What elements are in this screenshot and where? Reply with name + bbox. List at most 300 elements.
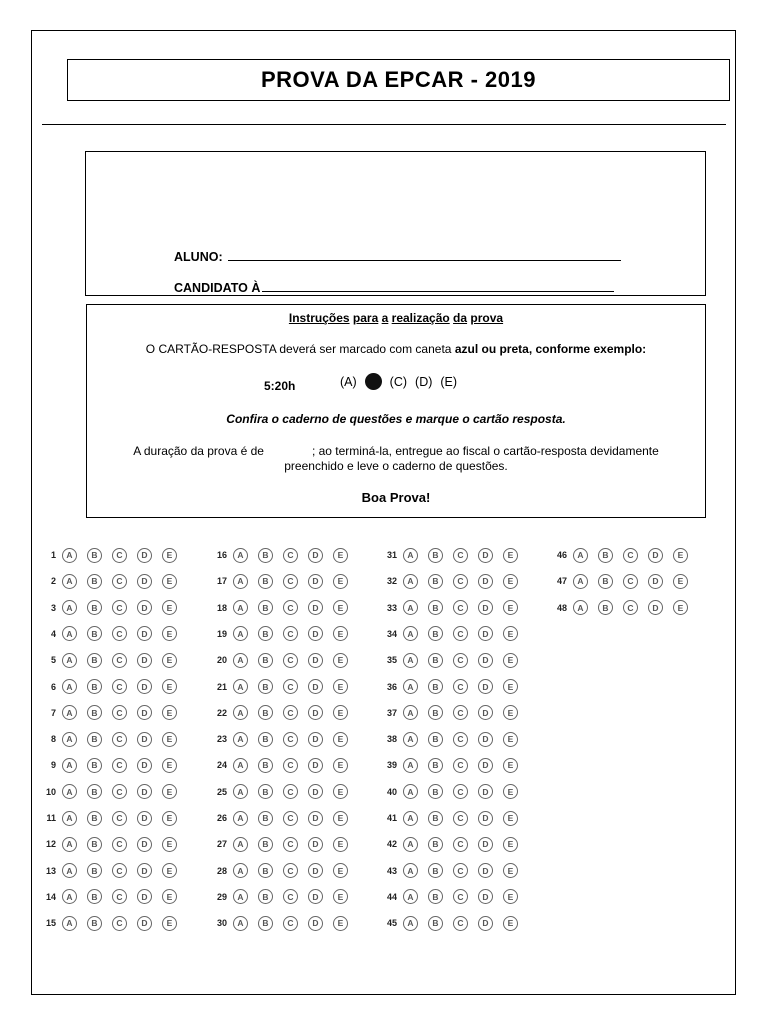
answer-bubble-b[interactable]: B [258, 837, 273, 852]
answer-bubble-b[interactable]: B [428, 548, 443, 563]
answer-bubble-c[interactable]: C [283, 626, 298, 641]
answer-bubble-c[interactable]: C [453, 784, 468, 799]
answer-bubble-e[interactable]: E [333, 784, 348, 799]
answer-bubble-e[interactable]: E [503, 574, 518, 589]
answer-bubble-a[interactable]: A [62, 548, 77, 563]
answer-bubble-b[interactable]: B [258, 653, 273, 668]
question-number: 46 [556, 550, 567, 560]
answer-bubble-c[interactable]: C [112, 626, 127, 641]
answer-bubble-d[interactable]: D [137, 863, 152, 878]
answer-bubble-b[interactable]: B [428, 705, 443, 720]
answer-bubble-d[interactable]: D [137, 626, 152, 641]
answer-bubble-a[interactable]: A [233, 758, 248, 773]
answer-bubble-a[interactable]: A [573, 600, 588, 615]
answer-bubble-c[interactable]: C [112, 758, 127, 773]
answer-bubble-d[interactable]: D [308, 811, 323, 826]
answer-bubble-a[interactable]: A [62, 863, 77, 878]
answer-bubble-e[interactable]: E [162, 837, 177, 852]
divider [42, 124, 726, 125]
answer-bubble-e[interactable]: E [333, 653, 348, 668]
answer-bubble-b[interactable]: B [87, 626, 102, 641]
answer-bubble-d[interactable]: D [137, 784, 152, 799]
answer-bubble-b[interactable]: B [258, 626, 273, 641]
answer-bubble-a[interactable]: A [403, 863, 418, 878]
answer-bubble-e[interactable]: E [673, 548, 688, 563]
answer-bubble-d[interactable]: D [308, 758, 323, 773]
answer-bubble-d[interactable]: D [478, 626, 493, 641]
candidato-field[interactable] [262, 279, 614, 292]
answer-bubble-d[interactable]: D [137, 758, 152, 773]
question-number: 21 [216, 681, 227, 692]
answer-bubble-a[interactable]: A [62, 916, 77, 931]
answer-bubble-d[interactable]: D [478, 653, 493, 668]
answer-bubble-d[interactable]: D [648, 600, 663, 615]
answer-bubble-e[interactable]: E [333, 837, 348, 852]
answer-bubble-a[interactable]: A [403, 600, 418, 615]
question-number: 5 [50, 655, 56, 666]
candidato-label: CANDIDATO À [174, 281, 261, 295]
answer-bubble-e[interactable]: E [333, 889, 348, 904]
answer-bubble-e[interactable]: E [333, 600, 348, 615]
answer-bubble-c[interactable]: C [112, 548, 127, 563]
question-number: 45 [386, 918, 397, 929]
answer-bubble-c[interactable]: C [283, 758, 298, 773]
question-row [36, 571, 187, 591]
answer-bubble-c[interactable]: C [112, 600, 127, 615]
question-row [207, 571, 358, 591]
answer-bubble-d[interactable]: D [478, 705, 493, 720]
question-number: 41 [386, 813, 397, 823]
candidato-line [174, 279, 614, 295]
answer-bubble-c[interactable]: C [453, 758, 468, 773]
answer-bubble-d[interactable]: D [137, 705, 152, 720]
answer-bubble-b[interactable]: B [258, 732, 273, 747]
question-row [207, 677, 358, 697]
answer-bubble-a[interactable]: A [233, 548, 248, 563]
answer-bubble-c[interactable]: C [623, 600, 638, 615]
answer-bubble-d[interactable]: D [137, 548, 152, 563]
answer-bubble-d[interactable]: D [308, 679, 323, 694]
question-number: 14 [45, 891, 56, 902]
answer-bubble-b[interactable]: B [87, 916, 102, 931]
answer-bubble-b[interactable]: B [258, 548, 273, 563]
answer-bubble-e[interactable]: E [162, 784, 177, 799]
answer-bubble-e[interactable]: E [503, 784, 518, 799]
answer-bubble-e[interactable]: E [333, 811, 348, 826]
question-row [547, 571, 698, 591]
answer-bubble-b[interactable]: B [258, 758, 273, 773]
answer-bubble-d[interactable]: D [648, 548, 663, 563]
answer-bubble-d[interactable]: D [308, 784, 323, 799]
answer-bubble-d[interactable]: D [308, 574, 323, 589]
answer-bubble-a[interactable]: A [573, 574, 588, 589]
answer-bubble-e[interactable]: E [503, 916, 518, 931]
answer-bubble-d[interactable]: D [137, 916, 152, 931]
answer-bubble-d[interactable]: D [478, 837, 493, 852]
marking-instruction: O CARTÃO-RESPOSTA deverá ser marcado com caneta azul ou preta, conforme exemplo: [145, 342, 647, 356]
answer-bubble-e[interactable]: E [503, 889, 518, 904]
answer-bubble-d[interactable]: D [137, 600, 152, 615]
answer-bubble-a[interactable]: A [403, 574, 418, 589]
answer-bubble-c[interactable]: C [453, 574, 468, 589]
question-number: 48 [556, 602, 567, 613]
answer-bubble-a[interactable]: A [403, 626, 418, 641]
answer-bubble-a[interactable]: A [62, 811, 77, 826]
answer-bubble-e[interactable]: E [162, 889, 177, 904]
question-number: 34 [386, 628, 397, 639]
answer-bubble-e[interactable]: E [503, 837, 518, 852]
answer-bubble-b[interactable]: B [87, 758, 102, 773]
question-number: 1 [50, 550, 56, 560]
answer-bubble-b[interactable]: B [87, 548, 102, 563]
answer-bubble-b[interactable]: B [87, 889, 102, 904]
answer-bubble-e[interactable]: E [503, 626, 518, 641]
exam-duration: 5:20h [264, 379, 296, 393]
answer-bubble-e[interactable]: E [333, 705, 348, 720]
question-row [207, 887, 358, 907]
answer-bubble-c[interactable]: C [283, 705, 298, 720]
answer-bubble-c[interactable]: C [283, 811, 298, 826]
answer-bubble-a[interactable]: A [233, 811, 248, 826]
aluno-label: ALUNO: [174, 250, 223, 264]
answer-bubble-e[interactable]: E [162, 811, 177, 826]
answer-bubble-d[interactable]: D [308, 600, 323, 615]
answer-bubble-d[interactable]: D [478, 863, 493, 878]
answer-bubble-e[interactable]: E [333, 548, 348, 563]
answer-bubble-c[interactable]: C [112, 784, 127, 799]
question-row [377, 624, 528, 644]
answer-bubble-a[interactable]: A [233, 732, 248, 747]
answer-bubble-a[interactable]: A [233, 600, 248, 615]
answer-bubble-a[interactable]: A [62, 732, 77, 747]
answer-bubble-d[interactable]: D [137, 811, 152, 826]
answer-bubble-e[interactable]: E [162, 653, 177, 668]
answer-bubble-c[interactable]: C [283, 732, 298, 747]
aluno-field[interactable] [228, 248, 621, 261]
answer-bubble-b[interactable]: B [428, 626, 443, 641]
answer-bubble-a[interactable]: A [233, 916, 248, 931]
answer-bubble-c[interactable]: C [112, 732, 127, 747]
answer-bubble-a[interactable]: A [403, 916, 418, 931]
answer-bubble-b[interactable]: B [428, 600, 443, 615]
answer-bubble-c[interactable]: C [453, 626, 468, 641]
answer-bubble-a[interactable]: A [62, 705, 77, 720]
question-row [36, 545, 187, 565]
answer-bubble-d[interactable]: D [137, 837, 152, 852]
answer-bubble-a[interactable]: A [62, 784, 77, 799]
answer-bubble-b[interactable]: B [258, 600, 273, 615]
answer-bubble-e[interactable]: E [162, 574, 177, 589]
answer-bubble-a[interactable]: A [403, 679, 418, 694]
answer-bubble-a[interactable]: A [403, 811, 418, 826]
answer-bubble-c[interactable]: C [453, 705, 468, 720]
answer-bubble-a[interactable]: A [62, 600, 77, 615]
answer-bubble-e[interactable]: E [162, 732, 177, 747]
answer-bubble-e[interactable]: E [333, 916, 348, 931]
answer-bubble-a[interactable]: A [62, 758, 77, 773]
answer-bubble-c[interactable]: C [112, 889, 127, 904]
answer-bubble-e[interactable]: E [162, 705, 177, 720]
answer-bubble-d[interactable]: D [308, 705, 323, 720]
answer-bubble-c[interactable]: C [283, 889, 298, 904]
question-row [207, 545, 358, 565]
answer-bubble-b[interactable]: B [258, 863, 273, 878]
answer-bubble-d[interactable]: D [308, 626, 323, 641]
question-row [207, 729, 358, 749]
answer-bubble-d[interactable]: D [478, 732, 493, 747]
answer-bubble-d[interactable]: D [137, 574, 152, 589]
duration-instruction: A duração da prova é de ; ao terminá-la, entregue ao fiscal o cartão-resposta devidamente preenchido e leve o caderno de questões. [133, 444, 659, 473]
question-number: 25 [216, 786, 227, 797]
question-number: 19 [216, 628, 227, 639]
question-number: 43 [386, 865, 397, 876]
answer-bubble-a[interactable]: A [403, 837, 418, 852]
question-number: 32 [386, 576, 397, 587]
answer-bubble-a[interactable]: A [573, 548, 588, 563]
answer-bubble-d[interactable]: D [478, 574, 493, 589]
question-number: 16 [216, 550, 227, 560]
answer-bubble-b[interactable]: B [428, 811, 443, 826]
answer-bubble-a[interactable]: A [233, 889, 248, 904]
answer-bubble-c[interactable]: C [453, 653, 468, 668]
answer-bubble-b[interactable]: B [428, 889, 443, 904]
answer-bubble-d[interactable]: D [478, 548, 493, 563]
answer-bubble-b[interactable]: B [87, 705, 102, 720]
answer-bubble-c[interactable]: C [112, 574, 127, 589]
answer-bubble-c[interactable]: C [453, 863, 468, 878]
answer-bubble-a[interactable]: A [62, 626, 77, 641]
answer-bubble-c[interactable]: C [112, 863, 127, 878]
answer-bubble-a[interactable]: A [62, 889, 77, 904]
answer-bubble-b[interactable]: B [87, 784, 102, 799]
question-row [36, 861, 187, 881]
answer-bubble-c[interactable]: C [112, 679, 127, 694]
answer-bubble-e[interactable]: E [503, 811, 518, 826]
answer-bubble-a[interactable]: A [233, 705, 248, 720]
question-number: 44 [386, 891, 397, 902]
answer-bubble-c[interactable]: C [283, 679, 298, 694]
question-row [36, 729, 187, 749]
question-number: 22 [216, 707, 227, 718]
question-row [377, 677, 528, 697]
question-number: 17 [216, 576, 227, 587]
question-number: 38 [386, 734, 397, 745]
answer-bubble-e[interactable]: E [162, 863, 177, 878]
answer-bubble-e[interactable]: E [333, 758, 348, 773]
example-option-a: (A) [340, 374, 357, 389]
answer-bubble-e[interactable]: E [673, 600, 688, 615]
answer-bubble-a[interactable]: A [62, 679, 77, 694]
answer-bubble-a[interactable]: A [233, 863, 248, 878]
answer-bubble-a[interactable]: A [403, 758, 418, 773]
answer-bubble-b[interactable]: B [87, 600, 102, 615]
answer-bubble-a[interactable]: A [233, 679, 248, 694]
answer-bubble-c[interactable]: C [453, 811, 468, 826]
answer-bubble-a[interactable]: A [403, 732, 418, 747]
answer-bubble-d[interactable]: D [137, 653, 152, 668]
answer-bubble-e[interactable]: E [162, 916, 177, 931]
answer-bubble-d[interactable]: D [308, 732, 323, 747]
answer-bubble-b[interactable]: B [428, 758, 443, 773]
answer-bubble-b[interactable]: B [258, 784, 273, 799]
question-number: 4 [50, 628, 56, 639]
question-row [377, 729, 528, 749]
answer-bubble-c[interactable]: C [453, 732, 468, 747]
answer-bubble-c[interactable]: C [112, 705, 127, 720]
answer-bubble-b[interactable]: B [428, 653, 443, 668]
answer-bubble-e[interactable]: E [162, 600, 177, 615]
answer-bubble-b[interactable]: B [87, 811, 102, 826]
answer-bubble-a[interactable]: A [403, 653, 418, 668]
answer-bubble-e[interactable]: E [503, 732, 518, 747]
answer-bubble-c[interactable]: C [283, 653, 298, 668]
answer-bubble-c[interactable]: C [112, 837, 127, 852]
answer-bubble-e[interactable]: E [503, 653, 518, 668]
answer-bubble-b[interactable]: B [428, 732, 443, 747]
answer-bubble-e[interactable]: E [333, 574, 348, 589]
answer-bubble-c[interactable]: C [283, 548, 298, 563]
answer-bubble-c[interactable]: C [453, 548, 468, 563]
question-row [207, 782, 358, 802]
answer-bubble-b[interactable]: B [598, 548, 613, 563]
answer-bubble-e[interactable]: E [503, 705, 518, 720]
answer-bubble-b[interactable]: B [258, 916, 273, 931]
answer-bubble-b[interactable]: B [258, 811, 273, 826]
answer-bubble-a[interactable]: A [403, 548, 418, 563]
identification-box [85, 151, 706, 296]
answer-bubble-c[interactable]: C [283, 916, 298, 931]
answer-bubble-d[interactable]: D [478, 679, 493, 694]
answer-bubble-b[interactable]: B [598, 600, 613, 615]
answer-bubble-d[interactable]: D [308, 653, 323, 668]
answer-bubble-c[interactable]: C [453, 679, 468, 694]
answer-bubble-d[interactable]: D [478, 889, 493, 904]
answer-bubble-a[interactable]: A [233, 626, 248, 641]
answer-bubble-e[interactable]: E [673, 574, 688, 589]
answer-bubble-e[interactable]: E [333, 863, 348, 878]
answer-bubble-a[interactable]: A [62, 653, 77, 668]
answer-bubble-d[interactable]: D [478, 758, 493, 773]
answer-bubble-c[interactable]: C [453, 837, 468, 852]
answer-bubble-c[interactable]: C [623, 548, 638, 563]
answer-bubble-b[interactable]: B [258, 705, 273, 720]
answer-bubble-a[interactable]: A [403, 889, 418, 904]
answer-bubble-d[interactable]: D [648, 574, 663, 589]
answer-bubble-a[interactable]: A [403, 705, 418, 720]
answer-bubble-e[interactable]: E [162, 758, 177, 773]
answer-bubble-a[interactable]: A [403, 784, 418, 799]
answer-bubble-b[interactable]: B [87, 653, 102, 668]
answer-bubble-d[interactable]: D [137, 889, 152, 904]
answer-bubble-a[interactable]: A [233, 837, 248, 852]
answer-bubble-b[interactable]: B [258, 574, 273, 589]
answer-bubble-c[interactable]: C [112, 811, 127, 826]
answer-bubble-c[interactable]: C [283, 574, 298, 589]
answer-bubble-c[interactable]: C [453, 600, 468, 615]
answer-bubble-e[interactable]: E [503, 863, 518, 878]
answer-bubble-d[interactable]: D [478, 784, 493, 799]
question-number: 36 [386, 681, 397, 692]
answer-bubble-a[interactable]: A [233, 574, 248, 589]
answer-bubble-c[interactable]: C [283, 863, 298, 878]
aluno-line [174, 248, 621, 264]
answer-bubble-b[interactable]: B [598, 574, 613, 589]
answer-bubble-e[interactable]: E [333, 679, 348, 694]
answer-bubble-d[interactable]: D [137, 679, 152, 694]
answer-bubble-b[interactable]: B [428, 679, 443, 694]
answer-bubble-b[interactable]: B [258, 679, 273, 694]
answer-bubble-d[interactable]: D [478, 600, 493, 615]
question-number: 3 [50, 602, 56, 613]
answer-bubble-e[interactable]: E [503, 600, 518, 615]
answer-bubble-d[interactable]: D [308, 916, 323, 931]
answer-bubble-e[interactable]: E [503, 679, 518, 694]
answer-bubble-b[interactable]: B [428, 916, 443, 931]
question-number: 37 [386, 707, 397, 718]
answer-bubble-c[interactable]: C [453, 916, 468, 931]
answer-bubble-b[interactable]: B [258, 889, 273, 904]
answer-bubble-c[interactable]: C [453, 889, 468, 904]
answer-bubble-d[interactable]: D [478, 811, 493, 826]
answer-bubble-d[interactable]: D [478, 916, 493, 931]
instructions-title: Instruções para a realização da prova [288, 311, 504, 325]
answer-bubble-d[interactable]: D [308, 837, 323, 852]
question-row [547, 598, 698, 618]
question-row [377, 887, 528, 907]
question-number: 30 [216, 918, 227, 929]
answer-bubble-e[interactable]: E [333, 732, 348, 747]
answer-bubble-e[interactable]: E [503, 548, 518, 563]
answer-bubble-c[interactable]: C [623, 574, 638, 589]
question-number: 18 [216, 602, 227, 613]
answer-bubble-e[interactable]: E [162, 679, 177, 694]
answer-bubble-c[interactable]: C [283, 600, 298, 615]
answer-bubble-b[interactable]: B [428, 863, 443, 878]
answer-bubble-b[interactable]: B [428, 784, 443, 799]
answer-bubble-a[interactable]: A [62, 837, 77, 852]
answer-bubble-a[interactable]: A [62, 574, 77, 589]
question-number: 35 [386, 655, 397, 666]
answer-bubble-e[interactable]: E [162, 626, 177, 641]
answer-bubble-a[interactable]: A [233, 653, 248, 668]
answer-bubble-d[interactable]: D [137, 732, 152, 747]
answer-bubble-b[interactable]: B [87, 837, 102, 852]
question-number: 12 [45, 839, 56, 850]
answer-bubble-a[interactable]: A [233, 784, 248, 799]
answer-bubble-b[interactable]: B [87, 863, 102, 878]
answer-bubble-c[interactable]: C [283, 784, 298, 799]
answer-bubble-e[interactable]: E [333, 626, 348, 641]
answer-bubble-b[interactable]: B [87, 574, 102, 589]
answer-bubble-b[interactable]: B [428, 574, 443, 589]
question-row [36, 913, 187, 933]
answer-bubble-b[interactable]: B [87, 679, 102, 694]
answer-bubble-c[interactable]: C [283, 837, 298, 852]
answer-bubble-d[interactable]: D [308, 889, 323, 904]
page-title: PROVA DA EPCAR - 2019 [261, 67, 536, 92]
answer-bubble-e[interactable]: E [503, 758, 518, 773]
answer-bubble-d[interactable]: D [308, 548, 323, 563]
answer-bubble-b[interactable]: B [87, 732, 102, 747]
answer-bubble-b[interactable]: B [428, 837, 443, 852]
question-number: 42 [386, 839, 397, 850]
answer-bubble-e[interactable]: E [162, 548, 177, 563]
answer-bubble-c[interactable]: C [112, 916, 127, 931]
question-number: 40 [386, 786, 397, 797]
answer-bubble-c[interactable]: C [112, 653, 127, 668]
answer-bubble-d[interactable]: D [308, 863, 323, 878]
question-row [377, 834, 528, 854]
